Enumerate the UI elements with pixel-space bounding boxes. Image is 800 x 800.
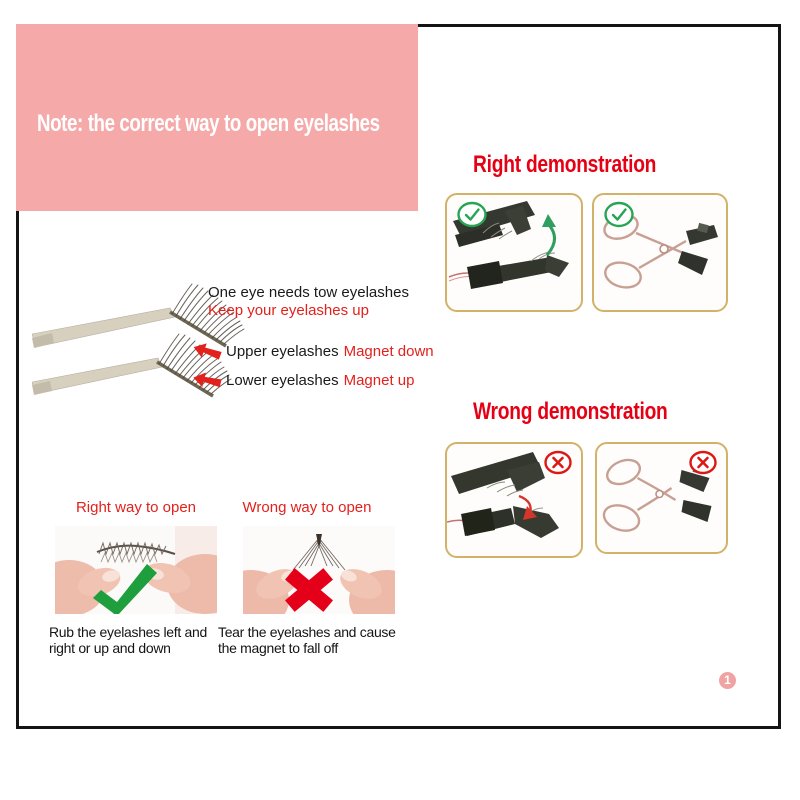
lower-eyelash-label: Lower eyelashes [226, 372, 339, 389]
tear-eyelashes-photo [243, 526, 395, 614]
right-demonstration-title [473, 151, 702, 179]
rub-eyelashes-photo [55, 526, 217, 614]
lower-eyelash-note: Magnet up [343, 372, 415, 389]
page-number-badge: 1 [719, 672, 736, 689]
note-keep-up: Keep your eyelashes up [208, 302, 369, 319]
upper-eyelash-row [193, 343, 434, 360]
red-arrow-icon [191, 369, 222, 392]
right-demo-photo-2 [592, 193, 728, 312]
right-way-caption-line1: Rub the eyelashes left and [49, 624, 207, 640]
right-way-caption-line2: right or up and down [49, 640, 171, 657]
note-one-eye: One eye needs tow eyelashes [208, 284, 409, 301]
wrong-demonstration-title [473, 398, 716, 426]
lower-eyelash-row [193, 372, 414, 389]
note-banner [16, 24, 418, 211]
wrong-way-title: Wrong way to open [242, 499, 372, 516]
x-circle-icon [543, 450, 573, 475]
wrong-way-caption-line2: the magnet to fall off [218, 640, 339, 657]
check-circle-icon [456, 201, 488, 228]
wrong-way-caption [218, 624, 400, 656]
note-banner-title: Note: the correct way to open eyelashes [37, 110, 380, 137]
right-demo-photo-1 [445, 193, 583, 312]
green-curved-arrow-icon [547, 225, 555, 255]
right-way-caption [49, 624, 221, 656]
check-circle-icon [603, 201, 635, 228]
right-demonstration-title-text: Right demonstration [473, 151, 657, 178]
right-way-title: Right way to open [75, 499, 197, 516]
wrong-demo-photo-1 [445, 442, 583, 558]
wrong-demo-photo-2 [595, 442, 728, 554]
upper-eyelash-note: Magnet down [343, 343, 434, 360]
x-circle-icon [688, 450, 718, 475]
wrong-demonstration-title-text: Wrong demonstration [473, 398, 668, 425]
wrong-way-caption-line1: Tear the eyelashes and cause [218, 624, 396, 640]
upper-eyelash-label: Upper eyelashes [226, 343, 339, 360]
